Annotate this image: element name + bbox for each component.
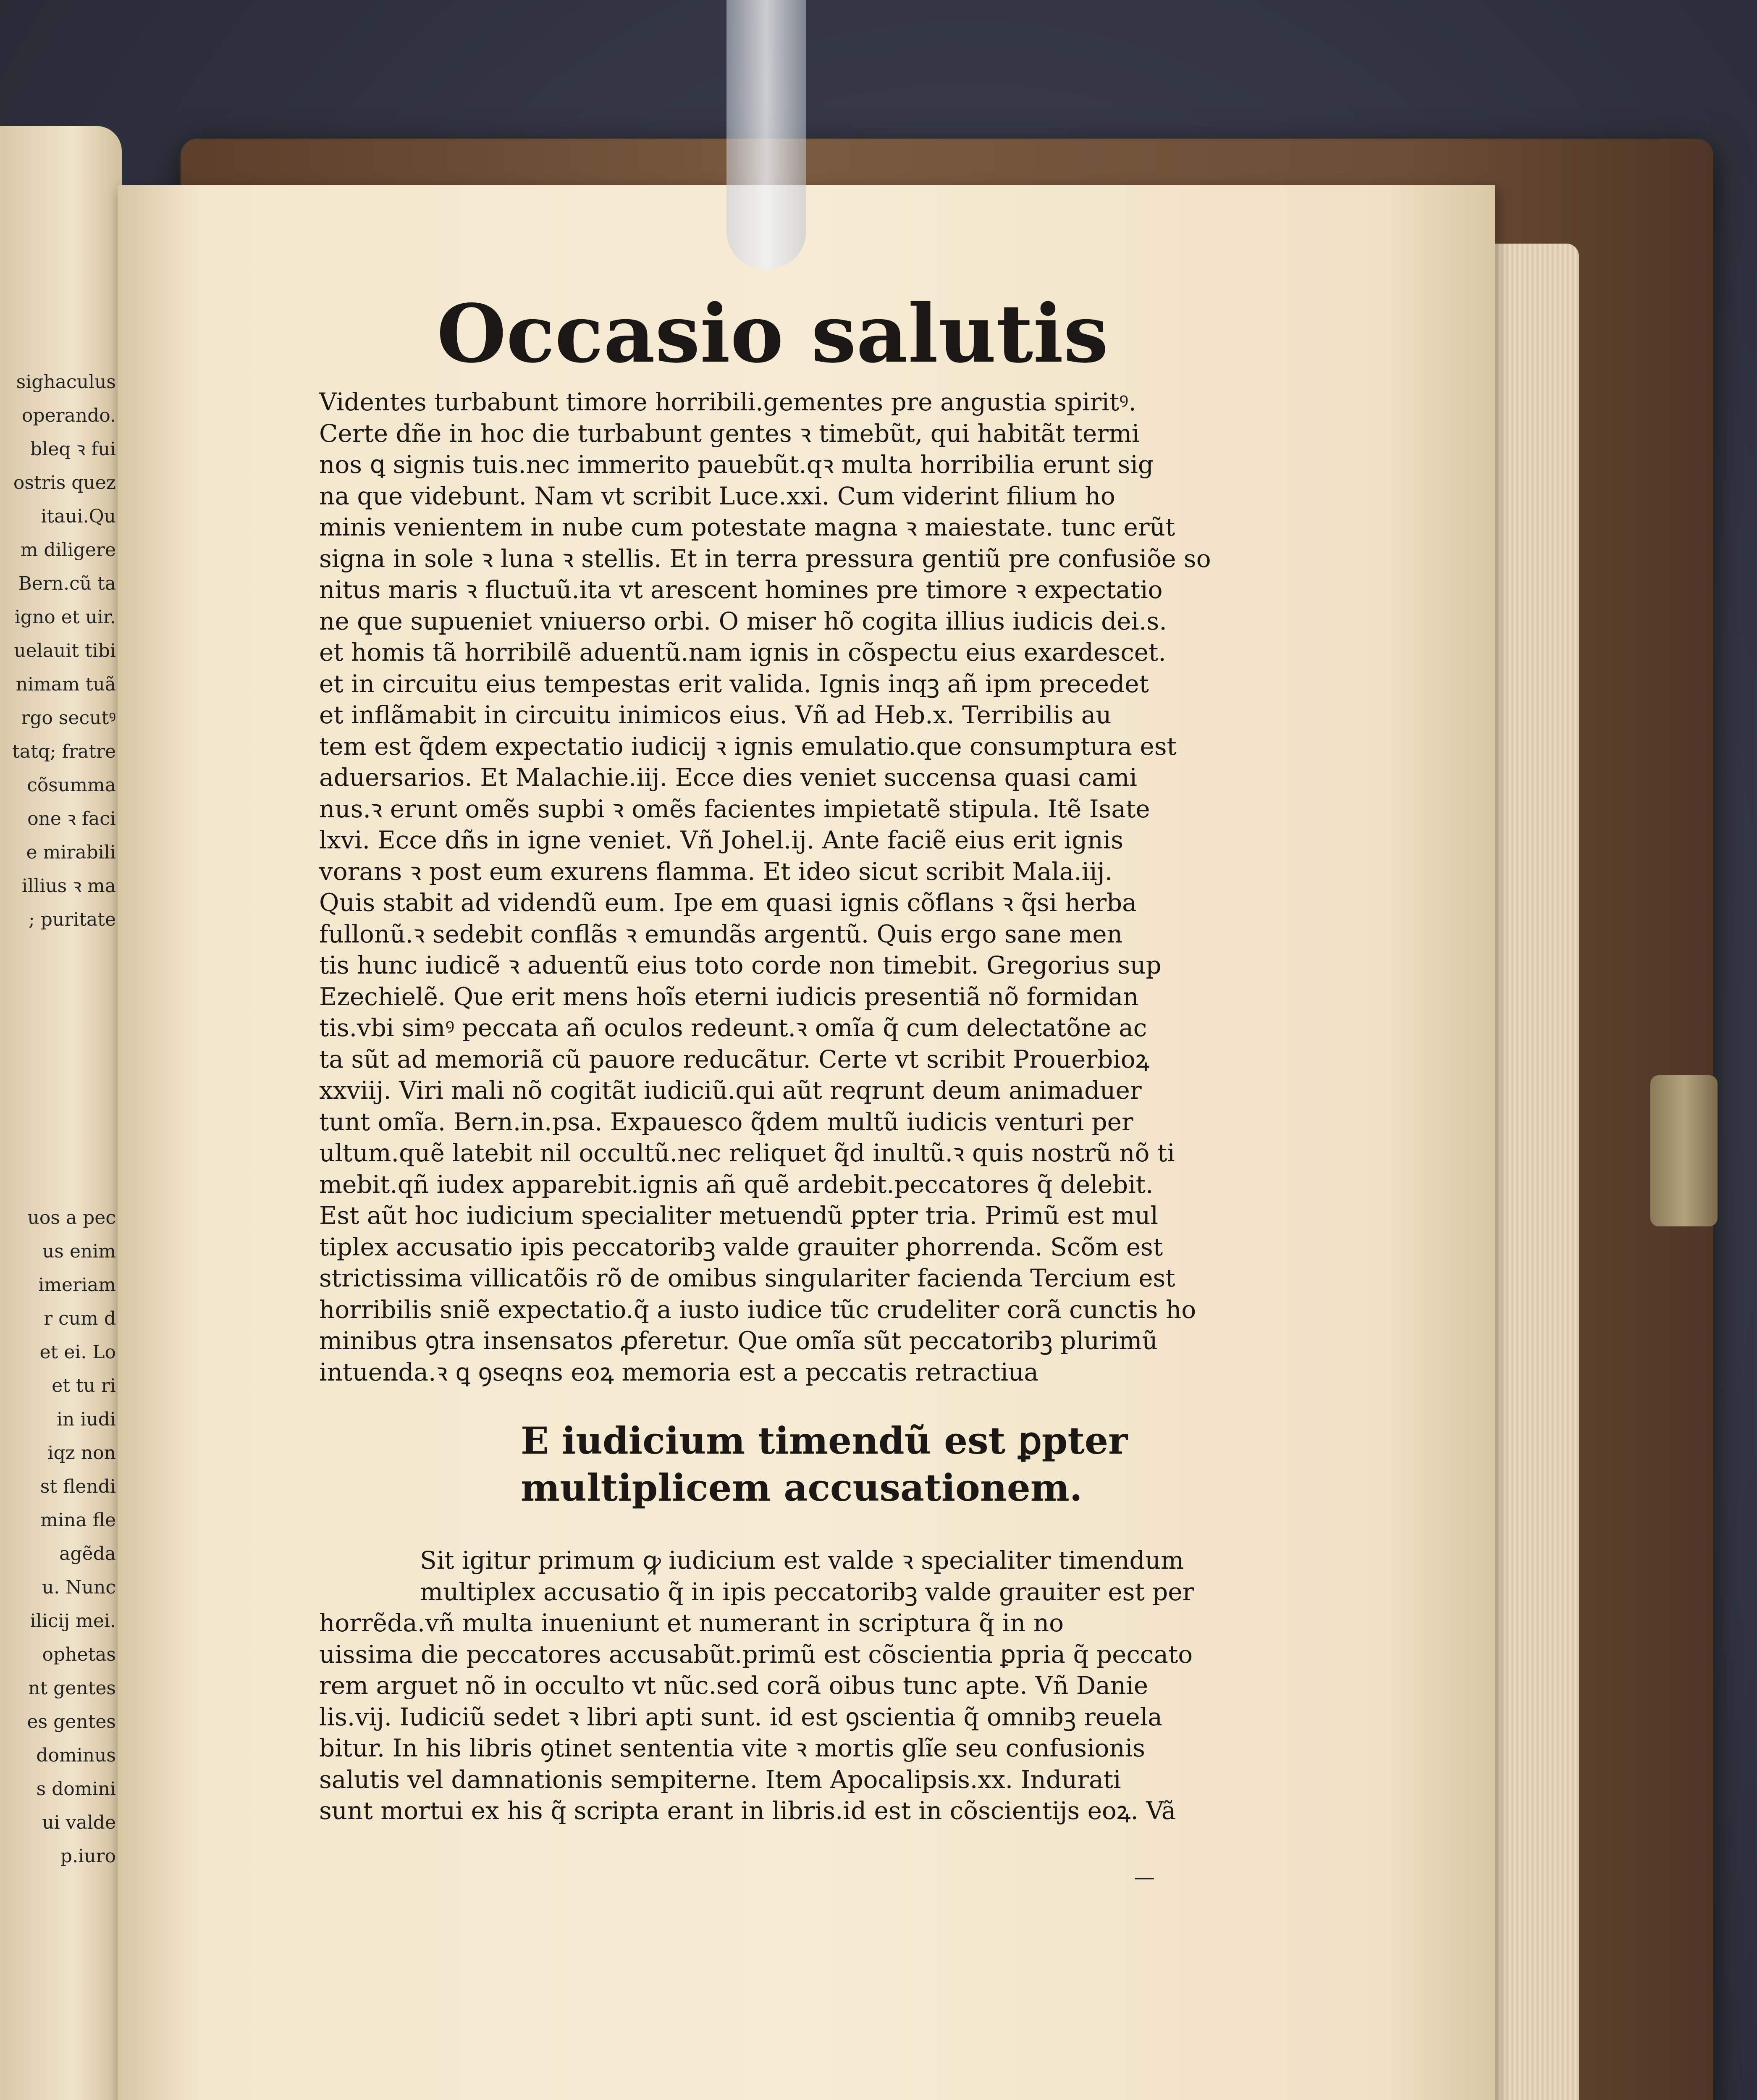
text-line: rem arguet nõ in occulto vt nũc.sed corã oibus tunc apte. Vñ Danie (319, 1671, 1149, 1700)
left-page-line: st flendi (40, 1476, 116, 1497)
left-page-line: itaui.Qu (41, 506, 116, 527)
text-line: lxvi. Ecce dñs in igne veniet. Vñ Johel.ij. Ante faciẽ eius erit ignis (319, 826, 1124, 854)
text-line: xxviij. Viri mali nõ cogitãt iudiciũ.qui aũt reqrunt deum animaduer (319, 1076, 1142, 1105)
text-line: multiplex accusatio q̃ in ipis peccatoribꝫ valde grauiter est per (420, 1577, 1194, 1606)
text-line: et inflãmabit in circuitu inimicos eius. Vñ ad Heb.x. Terribilis au (319, 701, 1112, 729)
left-page-line: us enim (42, 1241, 116, 1262)
text-line: tem est q̃dem expectatio iudicij ꝛ ignis emulatio.que consumptura est (319, 732, 1177, 761)
text-line: signa in sole ꝛ luna ꝛ stellis. Et in terra pressura gentiũ pre confusiõe so (319, 544, 1211, 573)
text-line: aduersarios. Et Malachie.iij. Ecce dies veniet succensa quasi cami (319, 763, 1137, 792)
left-page-line: p.iuro (60, 1845, 116, 1867)
left-page-line: one ꝛ faci (27, 808, 116, 830)
text-line: et homis tã horribilẽ aduentũ.nam ignis in cõspectu eius exardescet. (319, 638, 1166, 667)
text-line: tis hunc iudicẽ ꝛ aduentũ eius toto corde non timebit. Gregorius sup (319, 951, 1162, 979)
text-line: et in circuitu eius tempestas erit valida. Ignis inqꝫ añ ipm precedet (319, 669, 1149, 698)
left-page-line: iqz non (47, 1442, 116, 1464)
left-page-line: illius ꝛ ma (22, 875, 116, 897)
text-line: ultum.quẽ latebit nil occultũ.nec reliquet q̃d inultũ.ꝛ quis nostrũ nõ ti (319, 1139, 1175, 1167)
left-page-line: ui valde (42, 1812, 116, 1833)
left-page-line: dominus (36, 1745, 116, 1766)
text-line: Quis stabit ad videndũ eum. Ipe em quasi ignis cõflans ꝛ q̃si herba (319, 888, 1137, 917)
text-line: intuenda.ꝛ ꝗ ꝯseqns eoꝝ memoria est a peccatis retractiua (319, 1357, 1038, 1386)
left-page-line: ; puritate (28, 909, 116, 930)
text-line: Sit igitur primum ꝙ iudicium est valde ꝛ specialiter timendum (420, 1546, 1184, 1575)
text-line: salutis vel damnationis sempiterne. Item Apocalipsis.xx. Indurati (319, 1765, 1121, 1794)
left-page-line: igno et uir. (14, 606, 116, 628)
text-line: tiplex accusatio ipis peccatoribꝫ valde grauiter ꝑhorrenda. Scõm est (319, 1232, 1163, 1261)
text-line: minis venientem in nube cum potestate magna ꝛ maiestate. tunc erũt (319, 513, 1175, 541)
left-page-line: ophetas (42, 1644, 116, 1665)
text-line: Est aũt hoc iudicium specialiter metuendũ ꝑpter tria. Primũ est mul (319, 1201, 1159, 1230)
left-page-line: nimam tuã (16, 674, 116, 695)
left-page-line: s domini (36, 1778, 116, 1800)
text-line: bitur. In his libris ꝯtinet sententia vite ꝛ mortis glĩe seu confusionis (319, 1734, 1146, 1762)
left-page-line: imeriam (38, 1274, 116, 1296)
left-page-line: uelauit tibi (14, 640, 116, 662)
left-page-text-top (3, 365, 116, 937)
left-page-line: et ei. Lo (39, 1341, 116, 1363)
text-line: tunt omĩa. Bern.in.psa. Expauesco q̃dem multũ iudicis venturi per (319, 1107, 1133, 1136)
left-page-line: sighaculus (16, 371, 116, 393)
left-page-line: agẽda (59, 1543, 116, 1564)
page-content (319, 286, 1243, 1827)
left-page-line: es gentes (27, 1711, 116, 1732)
section-heading (521, 1417, 1243, 1511)
text-line: strictissima villicatõis rõ de omibus singulariter facienda Tercium est (319, 1264, 1175, 1292)
left-page-line: m diligere (20, 539, 116, 561)
text-line: sunt mortui ex his q̃ scripta erant in libris.id est in cõscientijs eoꝝ. Vã (319, 1796, 1176, 1825)
text-line: uissima die peccatores accusabũt.primũ est cõscientia ꝑpria q̃ peccato (319, 1640, 1193, 1669)
paragraph-1 (319, 386, 1243, 1388)
left-page-line: et tu ri (52, 1375, 116, 1396)
text-line: ne que supueniet vniuerso orbi. O miser hõ cogita illius iudicis dei.s. (319, 606, 1167, 635)
text-line: lis.vij. Iudiciũ sedet ꝛ libri apti sunt. id est ꝯscientia q̃ omnibꝫ reuela (319, 1702, 1162, 1731)
left-page-line: in iudi (56, 1409, 116, 1430)
text-line: minibus ꝯtra insensatos ꝓferetur. Que omĩa sũt peccatoribꝫ plurimũ (319, 1326, 1158, 1355)
text-line: vorans ꝛ post eum exurens flamma. Et ideo sicut scribit Mala.iij. (319, 857, 1113, 886)
heading-line: multiplicem accusationem. (521, 1466, 1083, 1509)
left-page-line: uos a pec (27, 1207, 116, 1228)
left-page-line: u. Nunc (42, 1577, 116, 1598)
page-title: Occasio salutis (437, 287, 1109, 381)
left-page-line: nt gentes (28, 1677, 116, 1699)
left-page-line: bleq ꝛ fui (30, 438, 116, 460)
book-clasp (1650, 1075, 1718, 1226)
text-line: nus.ꝛ erunt omẽs supbi ꝛ omẽs facientes impietatẽ stipula. Itẽ Isate (319, 794, 1150, 823)
text-line: horribilis sniẽ expectatio.q̃ a iusto iudice tũc crudeliter corã cunctis ho (319, 1295, 1196, 1324)
left-page-line: ostris quez (13, 472, 116, 494)
left-page-line: mina fle (40, 1509, 116, 1531)
left-page-line: operando. (21, 405, 116, 426)
paragraph-2 (319, 1545, 1243, 1827)
text-line: Ezechielẽ. Que erit mens hoĩs eterni iudicis presentiã nõ formidan (319, 982, 1139, 1011)
holding-strap-top (726, 0, 806, 269)
left-page-line: tatq; fratre (12, 741, 116, 762)
text-line: nos ꝗ signis tuis.nec immerito pauebũt.qꝛ multa horribilia erunt sig (319, 450, 1154, 479)
text-line: fullonũ.ꝛ sedebit conflãs ꝛ emundãs argentũ. Quis ergo sane men (319, 919, 1122, 948)
left-page-line: rgo secutꝰ (21, 707, 116, 729)
left-page-line: r cum d (44, 1308, 116, 1329)
left-page-line: ilicij mei. (30, 1610, 116, 1632)
text-line: horrẽda.vñ multa inueniunt et numerant in scriptura q̃ in no (319, 1609, 1064, 1637)
left-page-line: e mirabili (26, 842, 116, 863)
heading-line: E iudicium timendũ est ꝑpter (521, 1419, 1128, 1462)
text-line: mebit.qñ iudex apparebit.ignis añ quẽ ardebit.peccatores q̃ delebit. (319, 1170, 1154, 1199)
text-line: na que videbunt. Nam vt scribit Luce.xxi. Cum viderint filium ho (319, 481, 1115, 510)
text-line: Videntes turbabunt timore horribili.gementes pre angustia spiritꝰ. (319, 388, 1136, 416)
text-line: tis.vbi simꝰ peccata añ oculos redeunt.ꝛ omĩa q̃ cum delectatõne ac (319, 1013, 1147, 1042)
left-page-line: Bern.cũ ta (18, 573, 116, 594)
left-page (0, 126, 122, 2100)
text-line: nitus maris ꝛ fluctuũ.ita vt arescent homines pre timore ꝛ expectatio (319, 575, 1163, 604)
left-page-text-bottom (3, 1201, 116, 1873)
left-page-line: cõsumma (27, 774, 116, 796)
text-line: Certe dñe in hoc die turbabunt gentes ꝛ timebũt, qui habitãt termi (319, 419, 1140, 448)
text-line: ta sũt ad memoriã cũ pauore reducãtur. Certe vt scribit Prouerbioꝝ (319, 1045, 1150, 1074)
page-mark: — (1134, 1865, 1155, 1889)
